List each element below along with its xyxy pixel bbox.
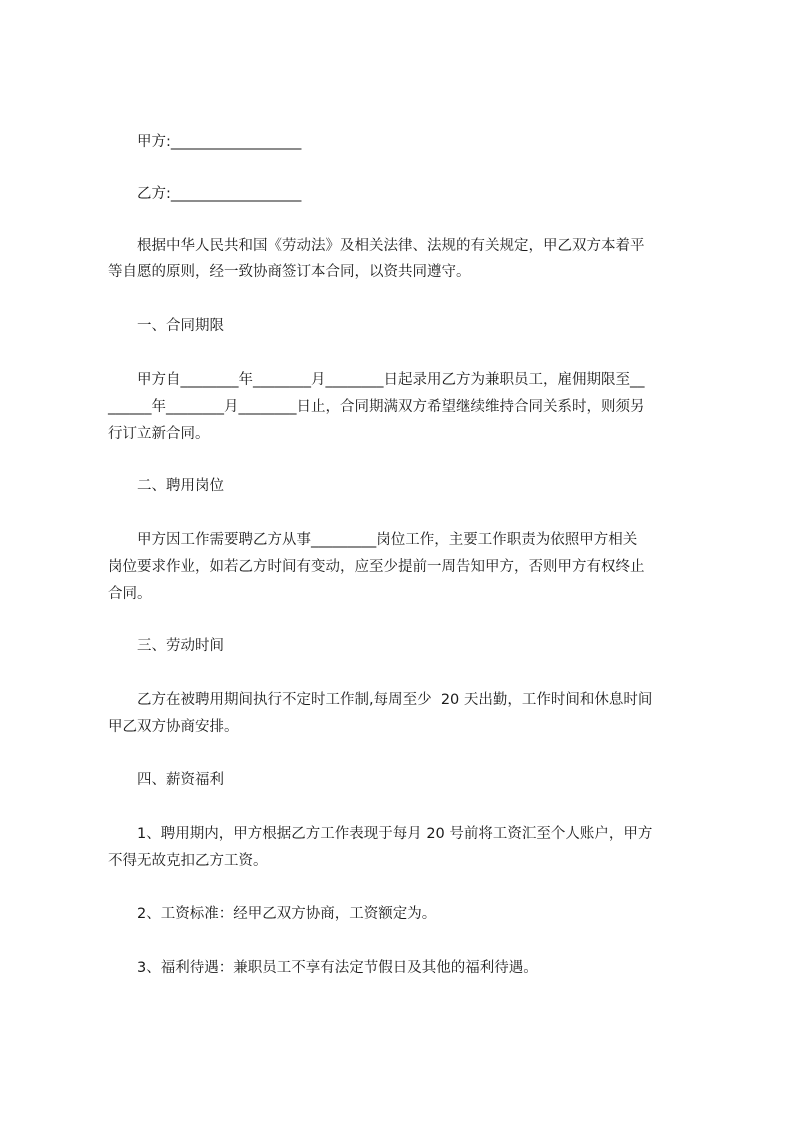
benefits-line: 3、福利待遇：兼职员工不享有法定节假日及其他的福利待遇。: [137, 960, 538, 976]
section-heading-hours: 三、劳动时间: [137, 638, 224, 654]
intro-line-2: 等自愿的原则，经一致协商签订本合同，以资共同遵守。: [108, 264, 471, 280]
term-line-1: 甲方自________年________月________日起录用乙方为兼职员工，雇佣期限至__: [137, 372, 645, 388]
salary-line-2: 不得无故克扣乙方工资。: [108, 853, 268, 869]
salary-line-1: 1、聘用期内，甲方根据乙方工作表现于每月 20 号前将工资汇至个人账户，甲方: [137, 826, 653, 842]
term-line-2: ______年________月________日止，合同期满双方希望继续维持合同关系时，则须另: [108, 399, 645, 415]
party-a-line: 甲方:__________________: [137, 134, 302, 150]
section-heading-salary: 四、薪资福利: [137, 772, 224, 788]
salary-standard-line: 2、工资标准：经甲乙双方协商，工资额定为。: [137, 906, 437, 922]
hours-line-2: 甲乙双方协商安排。: [108, 719, 239, 735]
term-line-3: 行订立新合同。: [108, 426, 210, 442]
position-line-3: 合同。: [108, 586, 152, 602]
section-heading-position: 二、聘用岗位: [137, 478, 224, 494]
intro-line-1: 根据中华人民共和国《劳动法》及相关法律、法规的有关规定，甲乙双方本着平: [137, 238, 645, 254]
position-line-2: 岗位要求作业，如若乙方时间有变动，应至少提前一周告知甲方，否则甲方有权终止: [108, 559, 645, 575]
position-line-1: 甲方因工作需要聘乙方从事_________岗位工作，主要工作职责为依照甲方相关: [137, 532, 638, 548]
party-b-line: 乙方:__________________: [137, 186, 302, 202]
section-heading-term: 一、合同期限: [137, 318, 224, 334]
hours-line-1: 乙方在被聘用期间执行不定时工作制,每周至少 20 天出勤，工作时间和休息时间: [137, 692, 653, 708]
